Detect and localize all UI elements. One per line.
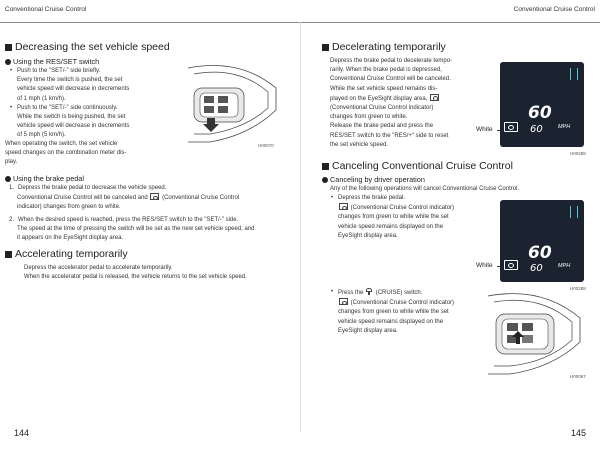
cruise-indicator-icon xyxy=(504,260,518,270)
round-bullet-icon xyxy=(322,177,328,183)
eyesight-display xyxy=(500,200,584,282)
res-set-note: When operating the switch, the set vehicle speed changes on the combination meter dis- play. xyxy=(5,141,127,166)
steering-switch-illustration xyxy=(480,290,585,375)
section-title: Decelerating temporarily xyxy=(322,41,446,53)
accelerating-text: Depress the accelerator pedal to accelerate temporarily. When the accelerator pedal is released, the vehicle returns to the set vehicle speed. xyxy=(24,265,247,281)
page-number: 145 xyxy=(570,428,586,438)
cruise-indicator-icon xyxy=(430,94,439,101)
brake-pedal-steps: 1. Depress the brake pedal to decrease the vehicle speed. Conventional Cruise Control will be canceled and (Conventional Cruise Control indicator) changes from green to white. 2. When the desired speed is reached, press the RES/SET switch to the "SET/-" side. The speed at the time of pressing the switch will be set as the new set vehicle speed, and it appears on the EyeSight display area. xyxy=(9,185,255,242)
eyesight-display xyxy=(500,62,584,147)
section-title: Canceling Conventional Cruise Control xyxy=(322,160,513,172)
cruise-indicator-icon xyxy=(339,203,348,210)
header-rule xyxy=(0,22,300,23)
decelerating-text: Depress the brake pedal to decelerate tempo- rarily. When the brake pedal is depressed, Conventional Cruise Control will be canceled. While the set vehicle speed remains dis- played on the EyeSight display area, (Conventional Cruise Control indicator) changes from green to white. Release the brake pedal and press the RES/SET switch to the "RES/+" side to reset the set vehicle speed. xyxy=(330,58,453,148)
page-number: 144 xyxy=(14,428,30,438)
cancel-intro: Any of the following operations will cancel Conventional Cruise Control. xyxy=(330,186,520,192)
current-speed-value: 60 xyxy=(530,263,543,274)
round-bullet-icon xyxy=(5,59,11,65)
square-bullet-icon xyxy=(5,44,12,51)
white-label: White xyxy=(476,262,493,269)
running-header: Conventional Cruise Control xyxy=(513,6,595,13)
running-header: Conventional Cruise Control xyxy=(5,6,87,13)
figure-caption: H00070 xyxy=(258,143,274,148)
cruise-indicator-icon xyxy=(339,298,348,305)
display-gauge-icon xyxy=(570,68,578,80)
subsection-title: Using the brake pedal xyxy=(5,174,84,183)
cruise-indicator-icon xyxy=(504,122,518,132)
current-speed-value: 60 xyxy=(530,124,543,135)
square-bullet-icon xyxy=(322,44,329,51)
section-title: Accelerating temporarily xyxy=(5,248,128,260)
square-bullet-icon xyxy=(322,163,329,170)
white-label: White xyxy=(476,126,493,133)
cancel-cruise-item: • Press the (CRUISE) switch. (Conventional Cruise Control indicator) changes from green to white while the set vehicle speed remains displayed on the EyeSight display area. xyxy=(330,288,470,336)
round-bullet-icon xyxy=(5,176,11,182)
res-set-instructions: • Push to the "SET/-" side briefly. Every time the switch is pushed, the set vehicle speed will decrease in decrements of 1 mph (1 km/h). • Push to the "SET/-" side continuously. While the switch is being pushed, the set vehicle speed will decrease in decrements of 5 mph (5 km/h). xyxy=(9,67,169,141)
right-page xyxy=(300,0,600,450)
set-speed-value: 60 xyxy=(528,243,552,263)
section-title: Decreasing the set vehicle speed xyxy=(5,41,170,53)
display-gauge-icon xyxy=(570,206,578,218)
page-gutter xyxy=(300,22,301,432)
subsection-title: Using the RES/SET switch xyxy=(5,57,99,66)
figure-caption: H00288 xyxy=(570,286,586,291)
header-rule xyxy=(300,22,600,23)
cancel-brake-item: • Depress the brake pedal. (Conventional Cruise Control indicator) changes from green to white while the set vehicle speed remains displayed on the EyeSight display area. xyxy=(330,194,470,241)
subsection-title: Canceling by driver operation xyxy=(322,175,425,184)
steering-switch-illustration xyxy=(180,60,280,145)
square-bullet-icon xyxy=(5,251,12,258)
figure-caption: H00067 xyxy=(570,374,586,379)
cruise-indicator-icon xyxy=(150,193,159,200)
speed-unit: MPH xyxy=(558,124,571,130)
cruise-switch-icon xyxy=(365,288,374,295)
speed-unit: MPH xyxy=(558,263,571,269)
set-speed-value: 60 xyxy=(528,103,552,123)
figure-caption: H00288 xyxy=(570,151,586,156)
